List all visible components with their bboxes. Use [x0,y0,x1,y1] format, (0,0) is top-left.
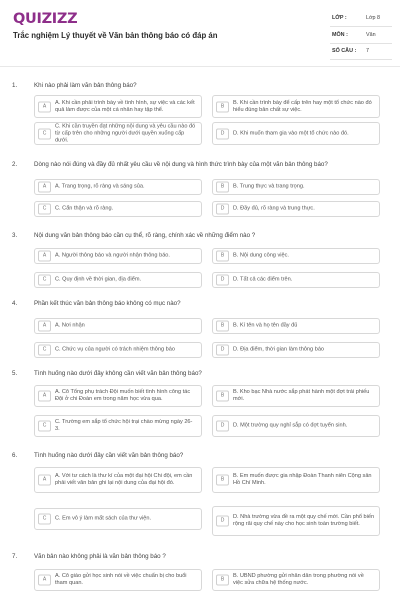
option-text: A. Trang trọng, rõ ràng và sáng sủa. [55,183,145,190]
option-text: B. Nội dung công việc. [233,252,289,259]
option-letter: C [38,275,51,286]
option-c[interactable] [34,201,202,217]
option-text: C. Em vô ý làm mất sách của thư viện. [55,515,152,522]
option-text: D. Khi muốn tham gia vào một tổ chức nào đó. [233,130,349,136]
meta-label: MÔN : [332,32,348,38]
option-letter: D [216,275,229,286]
option-letter: A [38,182,51,193]
option-letter: A [38,251,51,262]
option-c[interactable] [34,122,202,145]
question-number: 5. [12,370,18,377]
option-b[interactable] [212,248,380,264]
option-letter: B [216,101,229,112]
meta-question-count [330,45,392,60]
option-letter: C [38,204,51,215]
option-letter: D [216,516,229,527]
option-c[interactable] [34,342,202,358]
question-text: Dòng nào nói đúng và đầy đủ nhất yêu cầu về nội dung và hình thức trình bày của một văn bản thông báo? [34,161,328,168]
option-letter: C [38,345,51,356]
option-text: C. Khi cần truyền đạt những nội dung và yêu cầu nào đó từ cấp trên cho những người dưới quyền xuống cấp dưới. [55,123,196,143]
option-text: A. Nơi nhận [55,322,85,329]
option-a[interactable] [34,179,202,195]
option-letter: D [216,128,229,139]
option-text: A. Cô giáo gửi học sinh nói về việc chuẩn bị cho buổi tham quan. [55,573,187,586]
meta-value: Lớp 8 [366,15,381,21]
option-letter: B [216,182,229,193]
option-letter: A [38,475,51,486]
option-text: B. Em muốn được gia nhập Đoàn Thanh niên Cộng sản Hồ Chí Minh. [233,473,372,486]
option-text: C. Quy định về thời gian, địa điểm. [55,276,142,283]
option-text: D. Đầy đủ, rõ ràng và trung thực. [233,205,315,212]
option-b[interactable] [212,95,380,118]
question-number: 1. [12,82,18,89]
option-letter: D [216,421,229,432]
option-letter: B [216,475,229,486]
option-text: B. UBND phường gửi nhân dân trong phường nói về việc sửa chữa hệ thống nước. [233,573,364,586]
option-text: A. Với tư cách là thư kí của một đại hội Chi đội, em cần phải viết văn bản ghi lại nội dung của đại hội đó. [55,473,193,486]
option-text: C. Chức vụ của người có trách nhiệm thông báo [55,346,175,353]
option-text: D. Nhà trường vừa đề ra một quy chế mới. Cần phổ biến rộng rãi quy chế này cho học sinh toàn trường biết. [233,514,375,527]
question-text: Khi nào phải làm văn bản thông báo? [34,82,137,89]
meta-subject [330,29,392,44]
option-b[interactable] [212,385,380,407]
option-a[interactable] [34,569,202,591]
question-number: 2. [12,161,18,168]
option-letter: D [216,204,229,215]
option-c[interactable] [34,272,202,288]
option-a[interactable] [34,95,202,118]
option-letter: C [38,421,51,432]
question-number: 4. [12,300,18,307]
option-c[interactable] [34,415,202,437]
meta-label: LỚP : [332,15,347,21]
quizizz-logo[interactable]: QUIZIZZ [13,11,78,27]
option-a[interactable] [34,385,202,407]
option-b[interactable] [212,179,380,195]
option-letter: C [38,514,51,525]
option-b[interactable] [212,318,380,334]
option-b[interactable] [212,467,380,493]
option-d[interactable] [212,415,380,437]
meta-value: Văn [366,32,376,38]
option-text: B. Kí tên và họ tên đầy đủ [233,322,298,329]
option-letter: B [216,251,229,262]
meta-value: 7 [366,48,369,54]
option-text: A. Người thông báo và người nhận thông báo. [55,252,170,259]
meta-label: SỐ CÂU : [332,48,357,54]
meta-grade [330,12,392,27]
question-text: Tình huống nào dưới đây cần viết văn bản thông báo? [34,452,184,459]
option-letter: B [216,575,229,586]
option-c[interactable] [34,508,202,530]
option-d[interactable] [212,342,380,358]
option-d[interactable] [212,272,380,288]
option-b[interactable] [212,569,380,591]
option-a[interactable] [34,467,202,493]
option-letter: B [216,391,229,402]
question-number: 7. [12,553,18,560]
page-title: Trắc nghiệm Lý thuyết về Văn bản thông báo có đáp án [13,31,218,40]
option-text: D. Địa điểm, thời gian làm thông báo [233,346,325,353]
option-text: C. Cẩn thận và rõ ràng. [55,205,114,212]
header [0,0,400,62]
option-letter: D [216,345,229,356]
option-letter: A [38,321,51,332]
option-a[interactable] [34,248,202,264]
option-a[interactable] [34,318,202,334]
option-text: B. Kho bạc Nhà nước sắp phát hành một đợt trái phiếu mới. [233,389,370,402]
question-text: Văn bản nào không phải là văn bản thông báo ? [34,553,166,560]
option-letter: B [216,321,229,332]
option-letter: A [38,575,51,586]
option-letter: C [38,128,51,139]
option-text: C. Trường em sắp tổ chức hội trại chào mừng ngày 26-3. [55,419,193,432]
option-text: A. Khi cần phải trình bày về tình hình, sự việc và các kết quả làm được của một cá nhân hay tập thể. [55,99,195,113]
option-letter: A [38,101,51,112]
option-text: D. Một trường quy nghỉ sắp có đợt tuyển sinh. [233,422,348,429]
question-text: Phần kết thúc văn bản thông báo không có mục nào? [34,300,181,307]
question-text: Nội dung văn bản thông báo cần cụ thể, rõ ràng, chính xác về những điểm nào ? [34,232,256,239]
option-d[interactable] [212,122,380,145]
option-text: A. Cô Tổng phụ trách Đội muốn biết tình hình công tác Đội ở chi Đoàn em trong năm học vừa qua. [55,389,191,402]
option-d[interactable] [212,201,380,217]
question-number: 3. [12,232,18,239]
option-d[interactable] [212,506,380,536]
question-text: Tình huống nào dưới đây không cần viết văn bản thông báo? [34,370,202,377]
question-number: 6. [12,452,18,459]
option-text: B. Khi cần trình bày để cấp trên hay một tổ chức nào đó hiểu đúng bản chất sự việc. [233,99,372,113]
header-divider [0,66,400,67]
option-text: D. Tất cả các điểm trên. [233,276,293,283]
option-text: B. Trung thực và trang trọng. [233,183,305,190]
option-letter: A [38,391,51,402]
